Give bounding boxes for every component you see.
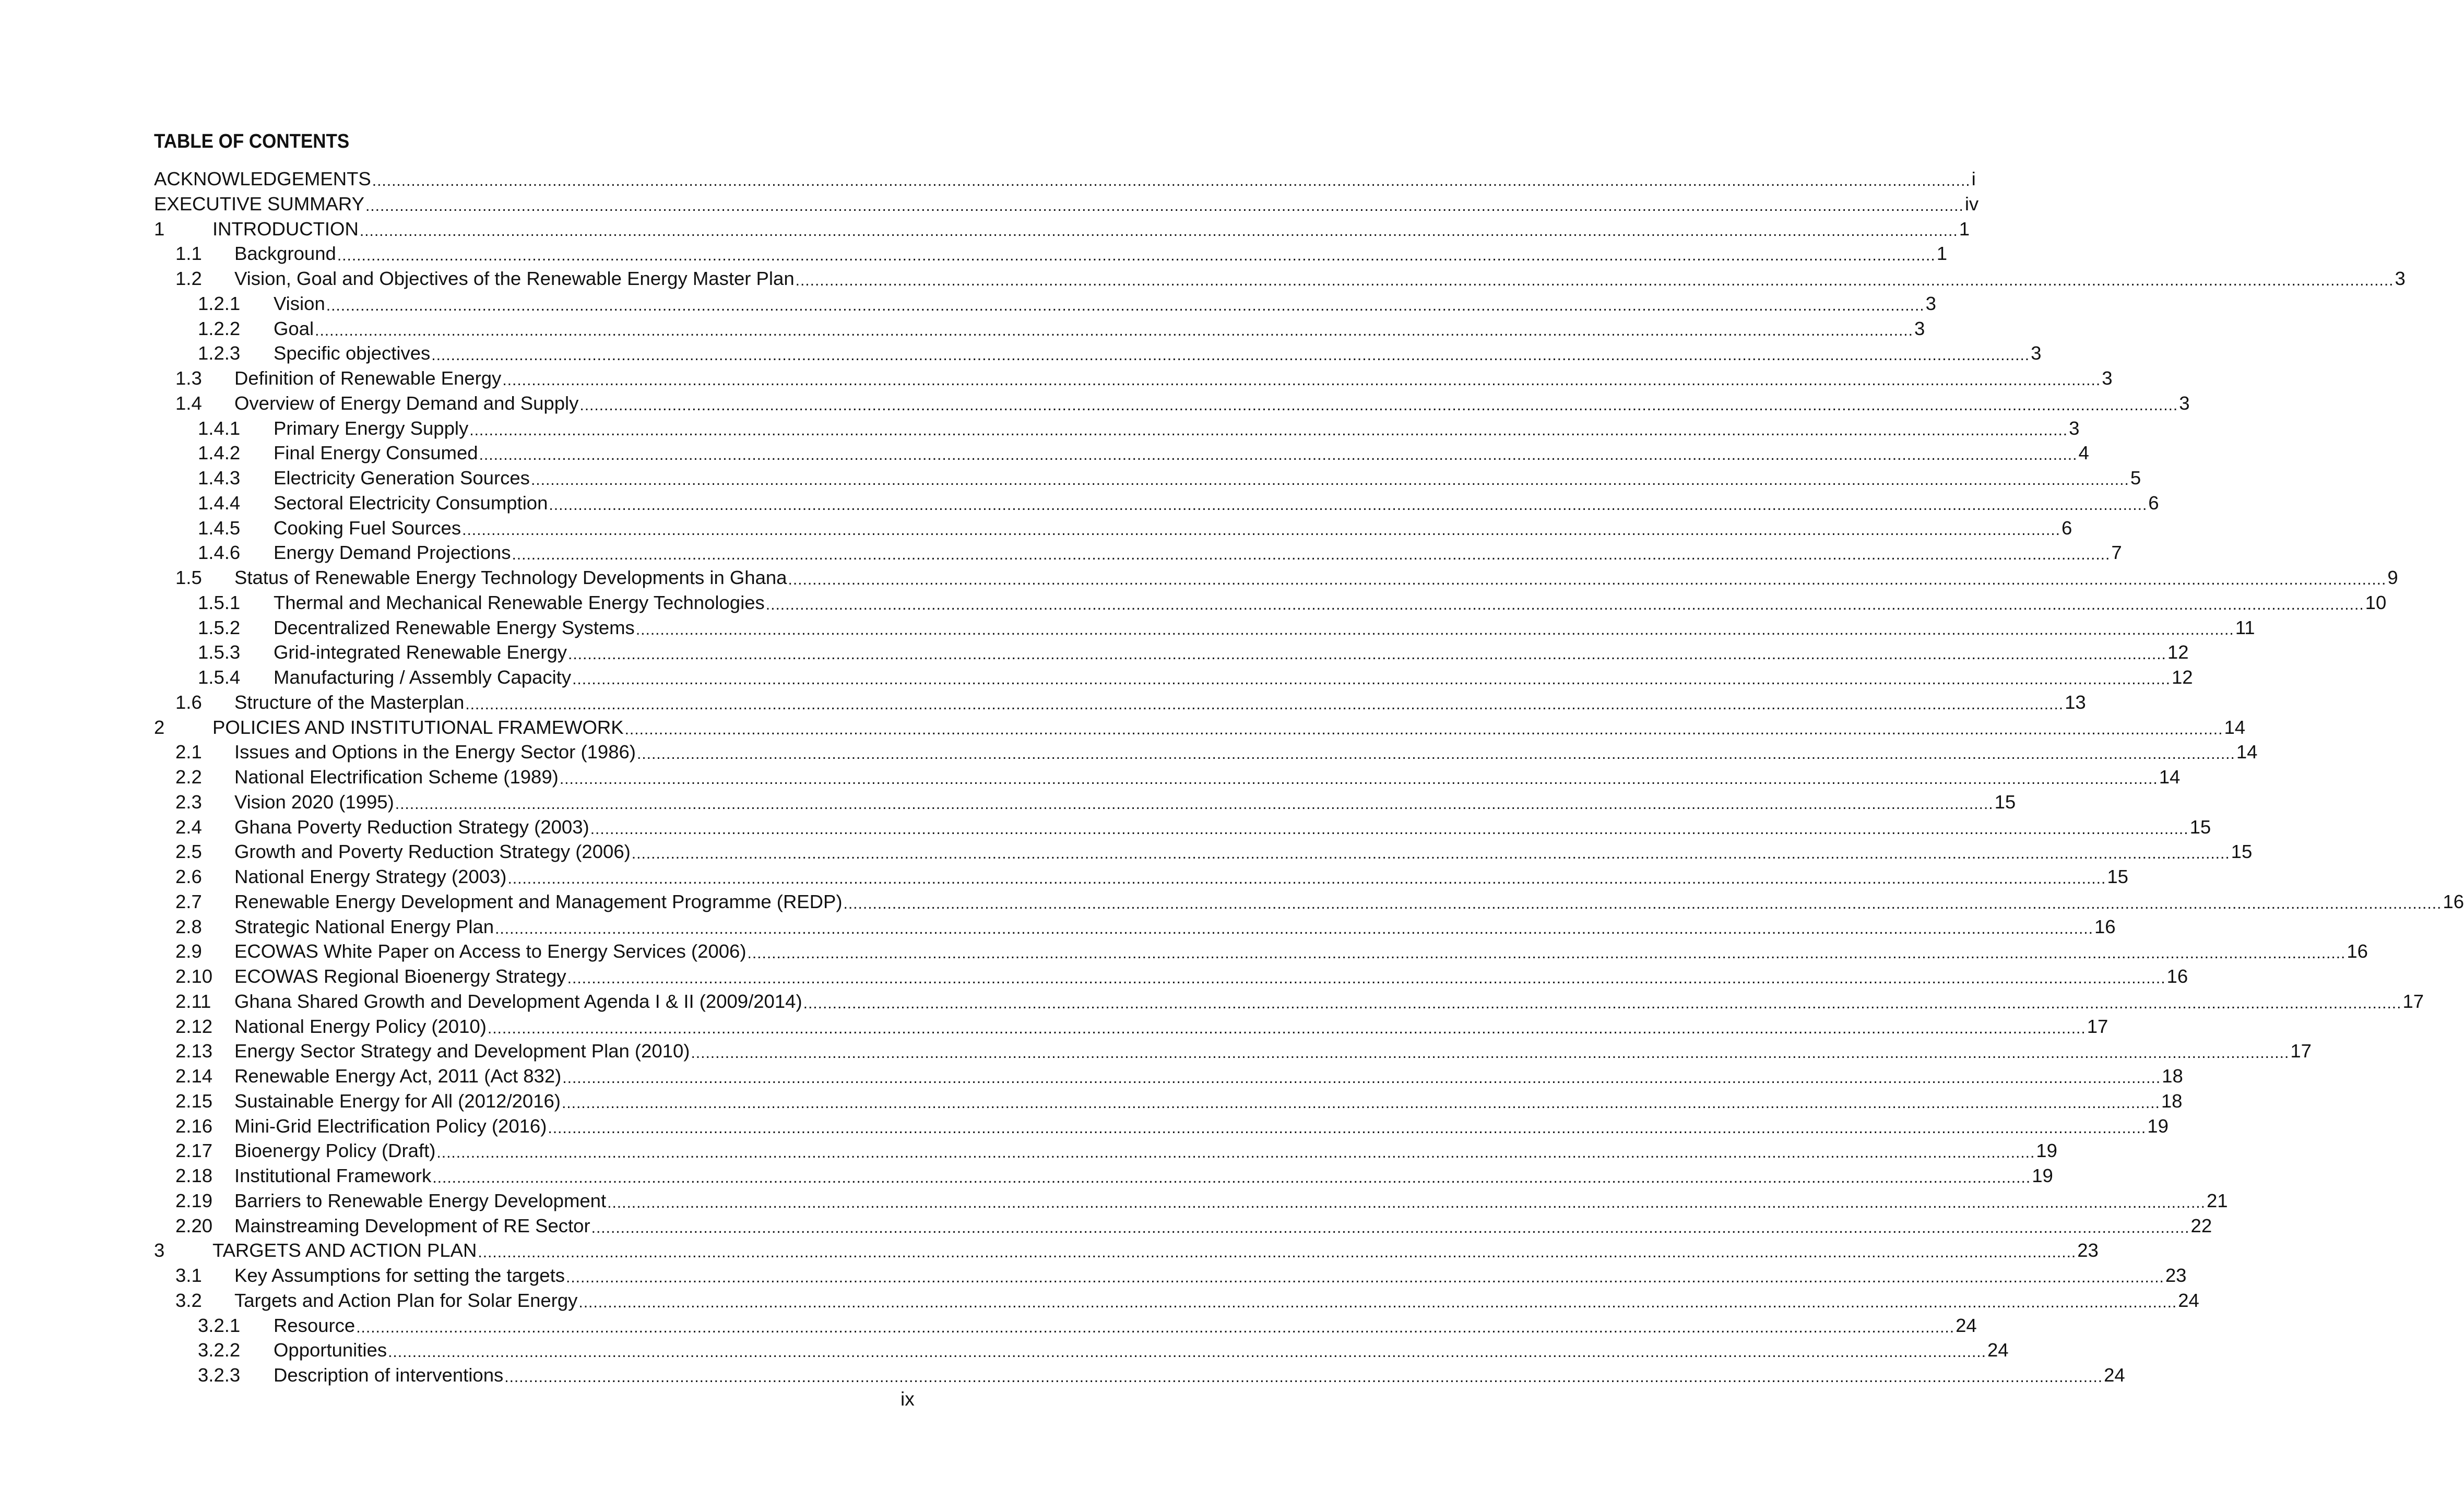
toc-dot-leader <box>568 642 2166 667</box>
toc-entry-number: 1.6 <box>175 691 202 713</box>
toc-entry-number: 2.6 <box>175 866 202 887</box>
toc-entry-number: 1.4 <box>175 392 202 414</box>
toc-entry[interactable] <box>154 665 2193 690</box>
toc-entry-page: 14 <box>2236 741 2258 763</box>
toc-entry-title: National Electrification Scheme (1989) <box>234 766 559 788</box>
toc-entry-page: 11 <box>2235 616 2255 638</box>
toc-heading: TABLE OF CONTENTS <box>154 130 350 152</box>
toc-entry-number: 2.8 <box>175 915 202 937</box>
toc-entry-page: 14 <box>2159 766 2181 788</box>
toc-entry-page: 17 <box>2290 1040 2312 1062</box>
toc-entry[interactable] <box>154 266 2406 291</box>
toc-dot-leader <box>625 717 2223 742</box>
toc-dot-leader <box>479 443 2078 468</box>
toc-entry-page: i <box>1971 168 1976 189</box>
toc-entry-number: 2.19 <box>175 1189 213 1211</box>
toc-entry-page: 24 <box>2178 1289 2199 1311</box>
toc-entry-title: Overview of Energy Demand and Supply <box>234 392 579 414</box>
toc-entry-title: Description of interventions <box>274 1364 504 1386</box>
toc-entry-page: 10 <box>2365 591 2387 613</box>
toc-entry[interactable] <box>154 1114 2169 1139</box>
toc-entry-title: Ghana Poverty Reduction Strategy (2003) <box>234 816 589 838</box>
toc-entry-title: Resource <box>274 1314 356 1336</box>
toc-entry-number: 3 <box>154 1240 165 1261</box>
toc-dot-leader <box>372 169 1971 194</box>
toc-entry-page: 16 <box>2347 940 2368 962</box>
toc-entry-page: 6 <box>2061 517 2072 539</box>
toc-entry-page: 17 <box>2087 1015 2108 1037</box>
toc-entry[interactable] <box>154 341 2042 366</box>
toc-entry-title: National Energy Policy (2010) <box>234 1015 487 1037</box>
toc-entry[interactable] <box>154 466 2141 491</box>
toc-entry[interactable] <box>154 839 2253 864</box>
toc-entry-page: 23 <box>2077 1240 2099 1261</box>
toc-entry-number: 2 <box>154 716 165 738</box>
toc-entry[interactable] <box>154 1238 2099 1263</box>
toc-entry-number: 2.13 <box>175 1040 213 1062</box>
toc-entry[interactable] <box>154 1064 2183 1089</box>
toc-entry-number: 1.4.3 <box>198 467 241 489</box>
toc-entry-number: 1.3 <box>175 367 202 389</box>
toc-entry-number: 2.18 <box>175 1165 213 1186</box>
toc-entry-page: 19 <box>2036 1140 2057 1162</box>
toc-entry-page: 24 <box>1987 1339 2009 1361</box>
toc-entry-title: Cooking Fuel Sources <box>274 517 461 539</box>
toc-entry-page: 24 <box>2104 1364 2125 1386</box>
toc-entry-number: 2.7 <box>175 890 202 912</box>
toc-entry-number: 2.12 <box>175 1015 213 1037</box>
toc-dot-leader <box>478 1240 2076 1265</box>
toc-entry-page: 24 <box>1956 1314 1977 1336</box>
toc-entry-title: Sectoral Electricity Consumption <box>274 492 548 514</box>
toc-entry-number: 2.16 <box>175 1115 213 1137</box>
toc-dot-leader <box>844 891 2442 916</box>
toc-dot-leader <box>766 592 2364 617</box>
toc-entry-page: 22 <box>2190 1215 2212 1236</box>
toc-entry-number: 1.5 <box>175 567 202 588</box>
toc-entry-page: 3 <box>2102 367 2113 389</box>
toc-entry[interactable] <box>154 192 1979 217</box>
toc-entry[interactable] <box>154 939 2368 964</box>
toc-entry-number: 1.2.2 <box>198 317 241 339</box>
toc-entry-title: ECOWAS Regional Bioenergy Strategy <box>234 966 566 987</box>
toc-dot-leader <box>578 1290 2177 1315</box>
toc-entry-number: 1.5.2 <box>198 616 241 638</box>
toc-entry-title: Structure of the Masterplan <box>234 691 465 713</box>
toc-dot-leader <box>572 667 2171 692</box>
toc-entry[interactable] <box>154 615 2255 640</box>
toc-entry-page: 5 <box>2130 467 2141 489</box>
toc-entry-title: Sustainable Energy for All (2012/2016) <box>234 1090 561 1112</box>
toc-entry[interactable] <box>154 1089 2183 1114</box>
toc-entry-page: 15 <box>2107 866 2128 887</box>
toc-entry[interactable] <box>154 166 1976 192</box>
toc-dot-leader <box>803 991 2402 1016</box>
toc-entry[interactable] <box>154 914 2116 939</box>
toc-entry-page: 1 <box>1959 218 1970 240</box>
toc-entry[interactable] <box>154 1163 2053 1188</box>
toc-dot-leader <box>395 792 1994 817</box>
toc-entry-number: 2.14 <box>175 1065 213 1087</box>
toc-entry[interactable] <box>154 690 2086 715</box>
toc-dot-leader <box>607 1190 2206 1216</box>
toc-entry-number: 3.1 <box>175 1265 202 1286</box>
toc-dot-leader <box>560 767 2158 792</box>
toc-entry[interactable] <box>154 640 2189 665</box>
toc-entry-title: Final Energy Consumed <box>274 442 478 464</box>
toc-entry-page: 3 <box>2069 417 2080 439</box>
toc-entry-title: Bioenergy Policy (Draft) <box>234 1140 436 1162</box>
toc-entry-page: 15 <box>2189 816 2211 838</box>
toc-entry-page: 9 <box>2387 567 2398 588</box>
toc-entry[interactable] <box>154 964 2188 989</box>
toc-entry-page: 3 <box>1925 292 1936 314</box>
toc-entry-title: Ghana Shared Growth and Development Agenda I & II (2009/2014) <box>234 990 802 1012</box>
toc-entry-number: 1.2.1 <box>198 292 241 314</box>
toc-entry-title: POLICIES AND INSTITUTIONAL FRAMEWORK <box>212 716 624 738</box>
toc-dot-leader <box>549 493 2147 518</box>
toc-entry-number: 2.1 <box>175 741 202 763</box>
toc-dot-leader <box>326 293 1925 318</box>
toc-entry[interactable] <box>154 1263 2187 1288</box>
toc-entry[interactable] <box>154 864 2128 889</box>
toc-entry-title: Electricity Generation Sources <box>274 467 530 489</box>
toc-entry[interactable] <box>154 440 2089 466</box>
toc-entry-title: TARGETS AND ACTION PLAN <box>212 1240 477 1261</box>
toc-entry[interactable] <box>154 540 2122 565</box>
toc-dot-leader <box>365 194 1964 219</box>
toc-entry-page: iv <box>1964 193 1979 215</box>
toc-entry-title: Goal <box>274 317 314 339</box>
toc-entry-page: 6 <box>2148 492 2159 514</box>
toc-dot-leader <box>562 1091 2160 1116</box>
toc-entry-title: Issues and Options in the Energy Sector (1986) <box>234 741 636 763</box>
toc-entry-title: Renewable Energy Development and Management Programme (REDP) <box>234 890 843 912</box>
toc-dot-leader <box>691 1041 2289 1066</box>
toc-entry-page: 15 <box>1994 791 2016 813</box>
toc-entry-page: 12 <box>2167 641 2189 663</box>
toc-entry-page: 17 <box>2402 990 2424 1012</box>
toc-entry-page: 16 <box>2443 890 2464 912</box>
toc-entry-number: 2.3 <box>175 791 202 813</box>
toc-entry-page: 3 <box>1914 317 1925 339</box>
toc-entry[interactable] <box>154 1363 2125 1388</box>
toc-dot-leader <box>337 243 1936 268</box>
toc-entry-page: 3 <box>2031 342 2042 364</box>
toc-entry-page: 12 <box>2171 666 2193 688</box>
toc-dot-leader <box>432 1165 2031 1190</box>
page-number: ix <box>901 1388 915 1410</box>
toc-dot-leader <box>504 1365 2103 1390</box>
toc-entry-number: 1.4.1 <box>198 417 241 439</box>
toc-entry-number: 2.11 <box>175 990 211 1012</box>
toc-entry-page: 4 <box>2078 442 2089 464</box>
toc-entry-number: 2.15 <box>175 1090 213 1112</box>
toc-entry-title: INTRODUCTION <box>212 218 359 240</box>
toc-entry[interactable] <box>154 590 2387 615</box>
toc-entry-number: 1.4.2 <box>198 442 241 464</box>
toc-dot-leader <box>360 219 1958 244</box>
toc-entry[interactable] <box>154 241 1947 266</box>
toc-entry[interactable] <box>154 1014 2108 1039</box>
toc-entry[interactable] <box>154 1039 2312 1064</box>
toc-dot-leader <box>462 518 2060 543</box>
toc-entry-number: 1.5.1 <box>198 591 241 613</box>
toc-entry[interactable] <box>154 1288 2199 1313</box>
toc-entry-title: Key Assumptions for setting the targets <box>234 1265 565 1286</box>
toc-entry[interactable] <box>154 765 2181 790</box>
toc-entry-page: 15 <box>2231 841 2253 863</box>
toc-dot-leader <box>590 817 2189 842</box>
toc-entry-number: 1 <box>154 218 165 240</box>
toc-entry-number: 1.4.4 <box>198 492 241 514</box>
toc-entry[interactable] <box>154 790 2016 815</box>
toc-entry-title: Background <box>234 243 336 265</box>
toc-dot-leader <box>507 866 2106 891</box>
toc-entry[interactable] <box>154 516 2072 541</box>
toc-entry-title: Mainstreaming Development of RE Sector <box>234 1215 590 1236</box>
toc-entry-number: 1.4.5 <box>198 517 241 539</box>
toc-dot-leader <box>567 966 2166 991</box>
toc-entry-title: ECOWAS White Paper on Access to Energy Services (2006) <box>234 940 747 962</box>
toc-entry-number: 1.2.3 <box>198 342 241 364</box>
toc-dot-leader <box>788 567 2386 592</box>
toc-entry-number: 3.2 <box>175 1289 202 1311</box>
toc-entry[interactable] <box>154 217 1970 242</box>
toc-entry-number: 2.20 <box>175 1215 213 1236</box>
toc-entry[interactable] <box>154 565 2398 590</box>
toc-entry[interactable] <box>154 1338 2009 1363</box>
toc-entry[interactable] <box>154 416 2080 441</box>
toc-dot-leader <box>436 1140 2035 1165</box>
toc-entry[interactable] <box>154 366 2113 391</box>
toc-entry-title: Growth and Poverty Reduction Strategy (2006) <box>234 841 631 863</box>
toc-dot-leader <box>465 692 2064 717</box>
toc-entry-page: 23 <box>2165 1265 2187 1286</box>
toc-entry-title: Opportunities <box>274 1339 387 1361</box>
toc-entry-title: Grid-integrated Renewable Energy <box>274 641 567 663</box>
toc-entry-title: Renewable Energy Act, 2011 (Act 832) <box>234 1065 562 1087</box>
toc-entry-title: National Energy Strategy (2003) <box>234 866 507 887</box>
toc-entry[interactable] <box>154 1188 2228 1213</box>
toc-entry-page: 16 <box>2094 915 2116 937</box>
toc-entry[interactable] <box>154 1313 1977 1338</box>
toc-entry-title: Primary Energy Supply <box>274 417 469 439</box>
toc-entry-title: Vision, Goal and Objectives of the Renewable Energy Master Plan <box>234 268 795 289</box>
toc-entry-title: Energy Demand Projections <box>274 542 511 564</box>
toc-dot-leader <box>579 393 2178 418</box>
toc-dot-leader <box>531 468 2129 493</box>
toc-dot-leader <box>591 1216 2190 1241</box>
toc-entry-title: Decentralized Renewable Energy Systems <box>274 616 635 638</box>
toc-entry-page: 18 <box>2161 1090 2183 1112</box>
toc-entry-page: 16 <box>2166 966 2188 987</box>
toc-entry-number: 3.2.2 <box>198 1339 241 1361</box>
toc-entry-title: Status of Renewable Energy Technology Developments in Ghana <box>234 567 787 588</box>
toc-entry[interactable] <box>154 989 2424 1014</box>
toc-entry-title: Definition of Renewable Energy <box>234 367 502 389</box>
toc-entry-page: 1 <box>1936 243 1947 265</box>
toc-entry-number: 2.5 <box>175 841 202 863</box>
toc-dot-leader <box>488 1016 2086 1041</box>
toc-dot-leader <box>637 742 2235 767</box>
toc-entry-number: 1.1 <box>175 243 202 265</box>
toc-dot-leader <box>636 617 2234 642</box>
toc-dot-leader <box>356 1315 1954 1340</box>
toc-entry[interactable] <box>154 291 1936 316</box>
toc-entry-title: Manufacturing / Assembly Capacity <box>274 666 572 688</box>
toc-dot-leader <box>566 1265 2164 1290</box>
toc-dot-leader <box>562 1066 2161 1091</box>
toc-entry-page: 19 <box>2147 1115 2169 1137</box>
toc-dot-leader <box>502 368 2101 393</box>
toc-entry-page: 19 <box>2032 1165 2053 1186</box>
toc-entry-number: 2.2 <box>175 766 202 788</box>
toc-entry[interactable] <box>154 889 2464 914</box>
toc-entry-page: 7 <box>2111 542 2122 564</box>
toc-entry-number: 2.4 <box>175 816 202 838</box>
toc-entry[interactable] <box>154 1138 2057 1163</box>
toc-dot-leader <box>431 343 2030 368</box>
toc-entry-title: Strategic National Energy Plan <box>234 915 494 937</box>
toc-entry[interactable] <box>154 715 2246 740</box>
toc-entry-title: Institutional Framework <box>234 1165 432 1186</box>
toc-entry-title: Barriers to Renewable Energy Development <box>234 1189 607 1211</box>
toc-list <box>154 166 2464 1388</box>
toc-dot-leader <box>495 916 2093 942</box>
toc-entry-number: 3.2.1 <box>198 1314 241 1336</box>
toc-entry-number: 3.2.3 <box>198 1364 241 1386</box>
toc-dot-leader <box>748 941 2346 966</box>
toc-entry-page: 13 <box>2065 691 2086 713</box>
toc-entry-title: Specific objectives <box>274 342 431 364</box>
toc-entry[interactable] <box>154 491 2159 516</box>
toc-dot-leader <box>512 542 2110 567</box>
toc-dot-leader <box>796 268 2394 293</box>
toc-entry-title: Vision <box>274 292 325 314</box>
toc-entry-title: Targets and Action Plan for Solar Energy <box>234 1289 578 1311</box>
toc-entry[interactable] <box>154 815 2211 840</box>
toc-entry-title: Vision 2020 (1995) <box>234 791 394 813</box>
toc-entry-title: Mini-Grid Electrification Policy (2016) <box>234 1115 547 1137</box>
toc-dot-leader <box>632 841 2230 866</box>
toc-entry[interactable] <box>154 391 2190 416</box>
toc-entry-page: 3 <box>2395 268 2406 289</box>
toc-entry-page: 14 <box>2224 716 2246 738</box>
toc-entry[interactable] <box>154 1213 2212 1239</box>
toc-entry-page: 21 <box>2206 1189 2228 1211</box>
toc-entry-number: 2.9 <box>175 940 202 962</box>
toc-entry[interactable] <box>154 316 1925 341</box>
toc-dot-leader <box>388 1340 1986 1365</box>
toc-entry-title: EXECUTIVE SUMMARY <box>154 193 364 215</box>
toc-entry-page: 18 <box>2162 1065 2183 1087</box>
toc-dot-leader <box>548 1116 2146 1141</box>
toc-entry-title: Thermal and Mechanical Renewable Energy Technologies <box>274 591 765 613</box>
toc-entry-number: 1.4.6 <box>198 542 241 564</box>
toc-entry-number: 2.10 <box>175 966 213 987</box>
toc-entry[interactable] <box>154 740 2258 765</box>
toc-dot-leader <box>469 418 2068 443</box>
toc-entry-title: ACKNOWLEDGEMENTS <box>154 168 371 189</box>
toc-entry-number: 1.5.3 <box>198 641 241 663</box>
toc-entry-number: 2.17 <box>175 1140 213 1162</box>
toc-entry-number: 1.5.4 <box>198 666 241 688</box>
toc-dot-leader <box>315 318 1913 343</box>
toc-entry-page: 3 <box>2179 392 2190 414</box>
toc-entry-title: Energy Sector Strategy and Development Plan (2010) <box>234 1040 690 1062</box>
toc-entry-number: 1.2 <box>175 268 202 289</box>
